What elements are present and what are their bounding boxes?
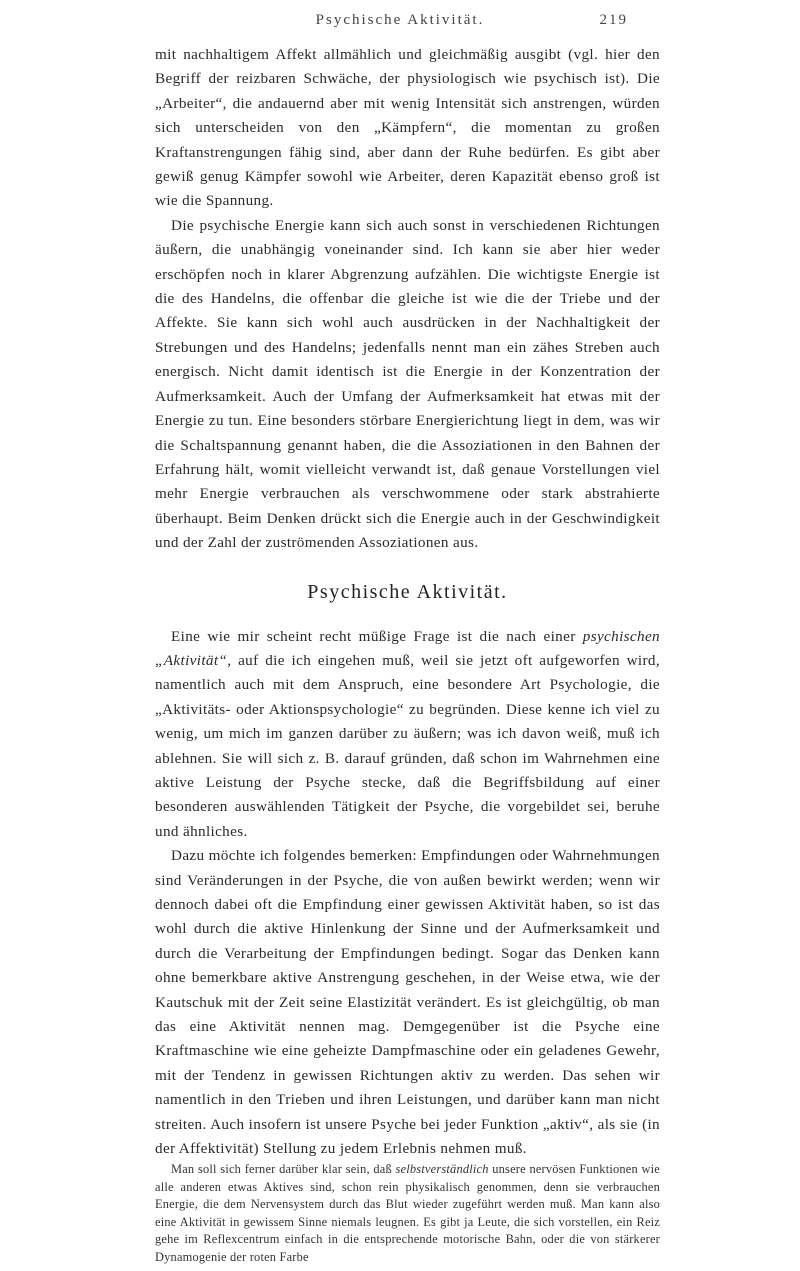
paragraph-remarks: Dazu möchte ich folgendes bemerken: Empfindungen oder Wahrnehmungen sind Veränderungen in der Psyche, die von außen bewirkt werden; wenn wir dennoch dabei oft die Empfindung einer gewissen Aktivität haben, so ist das wohl durch die aktive Hinlenkung der Sinne und der Aufmerksamkeit und durch die Verarbeitung der Empfindungen bedingt. Sogar das Denken kann ohne bemerkbare aktive Anstrengung geschehen, in der Weise etwa, wie der Kautschuk mit der Zeit seine Elastizität verändert. Es ist gleichgültig, ob man das eine Aktivität nennen mag. Demgegenüber ist die Psyche eine Kraftmaschine wie eine geheizte Dampfmaschine oder ein geladenes Gewehr, mit der Tendenz in gewissen Richtungen aktiv zu werden. Das sehen wir namentlich in den Trieben und ihren Leistungen, und darüber kann man nicht streiten. Auch insofern ist unsere Psyche bei jeder Funktion „aktiv“, als sie (in der Affektivität) Stellung zu jedem Erlebnis nehmen muß. (155, 847, 660, 1158)
small-print-note (155, 1161, 660, 1266)
paragraph-continuation: mit nachhaltigem Affekt allmählich und gleichmäßig ausgibt (vgl. hier den Begriff der reizbaren Schwäche, der physiologisch wie psychisch ist). Die „Arbeiter“, die andauernd aber mit wenig Intensität sich anstrengen, würden sich unterscheiden von den „Kämpfern“, die momentan zu großen Kraftanstrengungen fähig sind, aber dann der Ruhe bedürfen. Es gibt aber gewiß genug Kämpfer sowohl wie Arbeiter, deren Kapazität ebenso groß ist wie die Spannung. (155, 46, 660, 210)
body-text (155, 43, 660, 1266)
section-heading: Psychische Aktivität. (307, 580, 508, 603)
text-run: unsere nervösen Funktionen wie alle anderen etwas Aktives sind, schon rein physikalisch genommen, denn sie verbrauchen Energie, die dem Nervensystem durch das Blut wieder zugeführt werden muß. Man kann also eine Aktivität in gewissem Sinne niemals leugnen. Es gibt ja Leute, die sich vorstellen, ein Reiz gehe im Reflexcentrum einfach in die entsprechende motorische Bahn, oder die von stärkerer Dynamogenie der roten Farbe (155, 1162, 660, 1264)
text-run: , auf die ich eingehen muß, weil sie jetzt oft aufgeworfen wird, namentlich auch mit dem Anspruch, eine besondere Art Psychologie, die „Aktivitäts- oder Aktionspsychologie“ zu begründen. Diese kenne ich viel zu wenig, um mich im ganzen darüber zu äußern; was ich davon weiß, muß ich ablehnen. Sie will sich z. B. darauf gründen, daß schon im Wahrnehmen eine aktive Leistung der Psyche stecke, daß die Begriffsbildung auf einer besonderen auswählenden Tätigkeit der Psyche, die vorgebildet sei, beruhe und ähnliches. (155, 651, 660, 840)
running-title: Psychische Aktivität. (315, 12, 485, 28)
emphasis-psychic-activity: psychischen „Aktivität“ (155, 627, 660, 669)
running-head (0, 8, 800, 36)
text-run: Eine wie mir scheint recht müßige Frage ist die nach einer (171, 627, 583, 645)
paragraph-activity-question (155, 625, 660, 845)
emphasis-self-evident: selbstverständlich (395, 1162, 489, 1177)
text-run: Man soll sich ferner darüber klar sein, daß (171, 1162, 396, 1177)
paragraph-energy: Die psychische Energie kann sich auch sonst in verschiedenen Richtungen äußern, die unabhängig voneinander sind. Ich kann sie aber hier weder erschöpfen noch in klarer Abgrenzung aufzählen. Die wichtigste Energie ist die des Handelns, die offenbar die gleiche ist wie die der Triebe und der Affekte. Sie kann sich wohl auch ausdrücken in der Nachhaltigkeit der Strebungen und des Handelns; jedenfalls nennt man ein zähes Streben auch energisch. Nicht damit identisch ist die Energie in der Konzentration der Aufmerksamkeit. Auch der Umfang der Aufmerksamkeit hat etwas mit der Energie zu tun. Eine besonders störbare Energierichtung liegt in dem, was wir die Schaltspannung genannt haben, die die Assoziationen in den Bahnen der Erfahrung hält, womit vielleicht verwandt ist, daß genaue Vorstellungen viel mehr Energie verbrauchen als verschwommene oder stark abstrahierte überhaupt. Beim Denken drückt sich die Energie auch in der Geschwindigkeit und der Zahl der zuströmenden Assoziationen aus. (155, 216, 660, 552)
page-number: 219 (599, 12, 628, 28)
